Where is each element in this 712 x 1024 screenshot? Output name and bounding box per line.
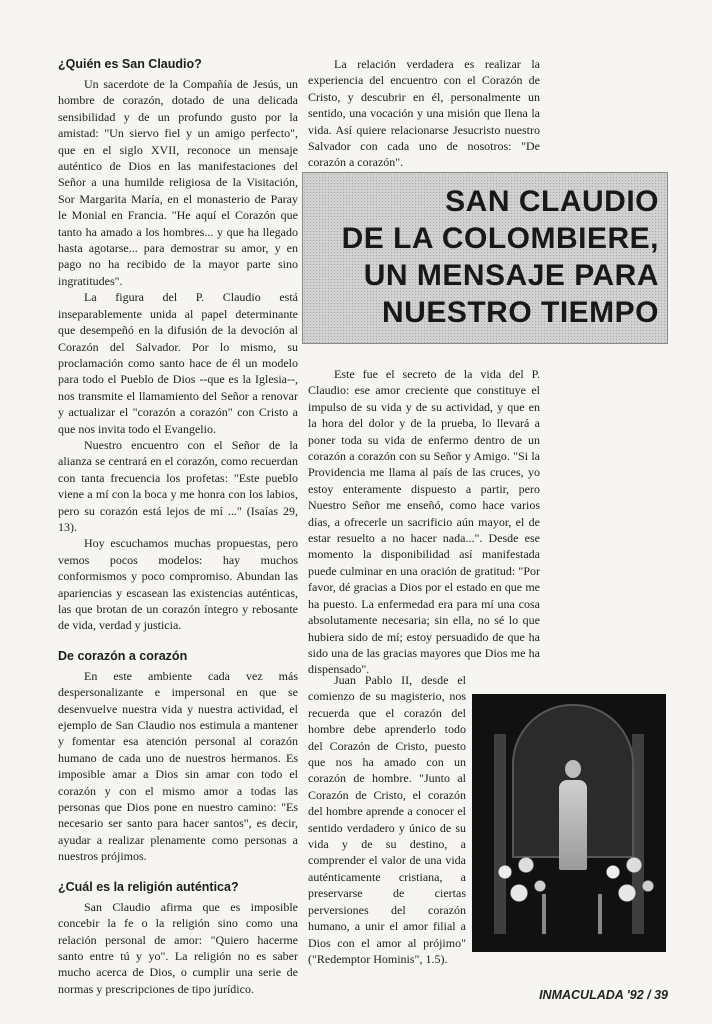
photo-figure-head — [565, 760, 581, 778]
title-line: DE LA COLOMBIERE, — [341, 222, 659, 255]
section-heading-quien: ¿Quién es San Claudio? — [58, 57, 202, 71]
paragraph: Nuestro encuentro con el Señor de la alianza se centrará en el corazón, como recuerdan con tanta frecuencia los profetas: "Este pueblo viene a mí con la boca y me honra con los labios, pero su corazón está lejos de mí ..." (Isaías 29, 13). — [58, 437, 298, 534]
paragraph: San Claudio afirma que es imposible concebir la fe o la religión sino como una relación personal de amor: "Quiero hacerme santo entre tú y yo". La religión no es saber mucho acerca de Dios, o cumplir una serie de normas y prescripciones de tipo jurídico. — [58, 899, 298, 996]
article-title — [342, 183, 659, 331]
article-title-box — [302, 172, 668, 344]
paragraph: La relación verdadera es realizar la experiencia del encuentro con el Corazón de Cristo, y descubrir en él, personalmente un sentido, una vocación y una misión que llena la vida. Así quiere relacionarse Jesucristo nuestro Salvador con cada uno de nosotros: "De corazón a corazón". — [308, 57, 540, 170]
right-column-middle — [308, 366, 540, 678]
page-footer: INMACULADA '92 / 39 — [539, 988, 668, 1002]
paragraph: La figura del P. Claudio está inseparablemente unida al papel determinante que desempeñó en la difusión de la devoción al Corazón del Salvador. Por lo mismo, su proclamación como santo hace de él un modelo para todo el Pueblo de Dios --que es la Iglesia--, nos transmite el llamamiento del Señor a renovar y actualizar el "corazón a corazón" con Cristo a que nos invita todo el Evangelio. — [58, 290, 298, 436]
title-line: SAN CLAUDIO — [445, 185, 659, 218]
paragraph: Este fue el secreto de la vida del P. Claudio: ese amor creciente que constituye el impulso de su vida y de su actividad, y que en la hora del dolor y de la prueba, lo llevará a poner toda su vida de enfermo dentro de un corazón a corazón con su Señor y Amigo. "Si la Providencia me llama al país de las cruces, yo estoy enteramente dispuesto a partir, pero Nuestro Señor me enseñó, como hace varios días, a ofrecerle un sacrificio aún mayor, el de estar resuelto a no hacer nada...". Desde ese momento la disponibilidad así manifestada puede culminar en una oración de gratitud: "Por favor, dé gracias a Dios por el estado en que me ha puesto. La enfermedad era para mí una cosa absolutamente necesaria; sin ella, no sé lo que hubiera sido de mí; estoy persuadido de que ha sido una de las gracias mayores que Dios me ha dispensado". — [308, 367, 540, 677]
title-line: NUESTRO TIEMPO — [381, 296, 659, 329]
right-column-top — [308, 56, 540, 171]
altar-photo — [472, 694, 666, 952]
photo-candle — [598, 894, 602, 934]
photo-figure-body — [559, 780, 587, 870]
section-heading-corazon: De corazón a corazón — [58, 648, 188, 663]
left-column — [58, 56, 298, 997]
paragraph: En este ambiente cada vez más despersonalizante e impersonal en que se desenvuelve nuestra vida y nuestra actividad, el ejemplo de San Claudio nos estimula a mantener y fomentar esa atención personal al corazón humano de cada uno de nuestros hermanos. Es imposible amar a Dios sin amar con todo el corazón y con el mismo amor a todas las personas que Dios pone en nuestro camino: "Es necesario ser santo para hacer santos", es decir, ayudar a realizar plenamente como personas a nuestros prójimos. — [58, 668, 298, 864]
title-line: UN MENSAJE PARA — [363, 259, 659, 292]
photo-flowers — [592, 844, 662, 914]
right-column-lower — [308, 672, 466, 967]
photo-candle — [542, 894, 546, 934]
paragraph: Juan Pablo II, desde el comienzo de su magisterio, nos recuerda que el corazón del hombre debe aprenderlo todo del Corazón de Cristo, puesto que nos ha amado con un corazón de hombre. "Junto al Corazón de Cristo, el corazón del hombre aprende a conocer el sentido verdadero y único de su vida y de su destino, a comprender el valor de una vida auténticamente cristiana, a preservarse de ciertas perversiones del corazón humano, a unir el amor filial a Dios con el amor al prójimo" ("Redemptor Hominis", 1.5). — [308, 673, 466, 966]
paragraph: Un sacerdote de la Compañía de Jesús, un hombre de corazón, dotado de una delicada sensibilidad y de un profundo gusto por la amistad: "Un siervo fiel y un amigo perfecto", que en el siglo XVII, reconoce un mensaje auténtico de Dios en las manifestaciones del Señor a una humilde religiosa de la Visitación, Sor Margarita María, en el monasterio de Paray le Monial en Francia. "He aquí el Corazón que tanto ha amado a los hombres... y que ha llegado hasta agotarse... para demostrar su amor, y en pago no ha recibido de la mayor parte sino ingratitudes". — [58, 77, 298, 288]
section-heading-religion: ¿Cuál es la religión auténtica? — [58, 879, 239, 894]
paragraph: Hoy escuchamos muchas propuestas, pero vemos pocos modelos: hay muchos conformismos y poco compromiso. Abundan las apariencias y escasean las existencias auténticas, las que brotan de un corazón íntegro y rebosante de vida, verdad y justicia. — [58, 536, 298, 633]
